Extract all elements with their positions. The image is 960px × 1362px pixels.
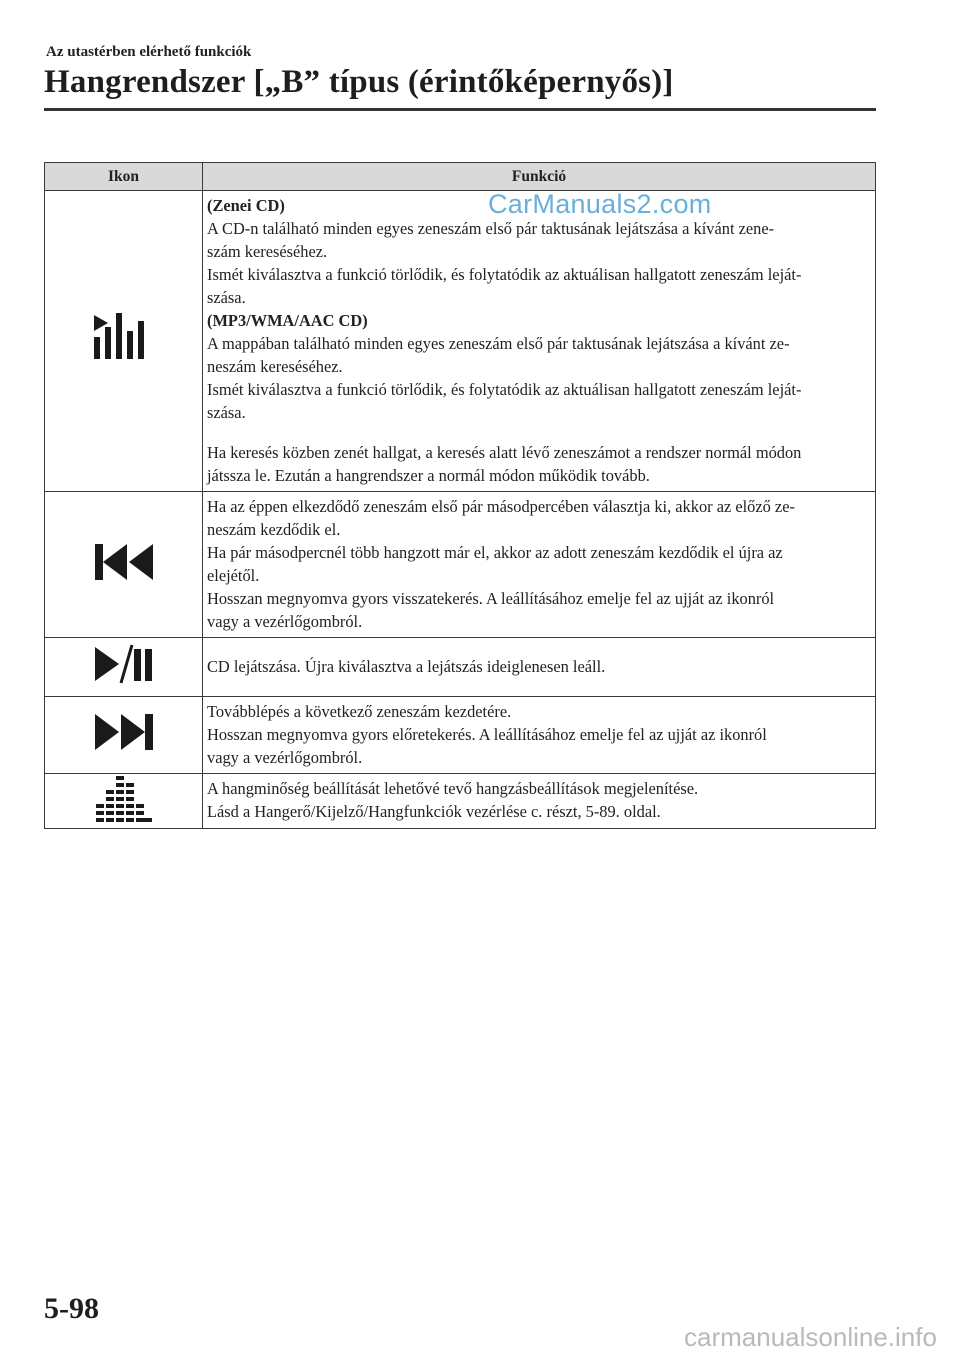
description-line: Ha keresés közben zenét hallgat, a keresés alatt lévő zeneszámot a rendszer normál módon [207, 443, 802, 462]
page-number: 5-98 [44, 1292, 99, 1325]
icon-cell [45, 191, 203, 492]
column-header-icon: Ikon [45, 163, 203, 191]
table-row [45, 492, 876, 638]
footer-site-watermark: carmanualsonline.info [684, 1322, 937, 1352]
sound-settings-icon [96, 774, 152, 822]
icon-cell [45, 492, 203, 638]
function-description [203, 638, 876, 697]
description-line: neszám kereséséhez. [207, 357, 343, 376]
description-line: Ismét kiválasztva a funkció törlődik, és folytatódik az aktuálisan hallgatott zeneszám leját- [207, 380, 802, 399]
description-line: szása. [207, 288, 246, 307]
paragraph-gap [207, 424, 871, 441]
function-description [203, 697, 876, 774]
table-row [45, 191, 876, 492]
page-title: Hangrendszer [„B” típus (érintőképernyős)] [44, 64, 674, 100]
description-line: Ismét kiválasztva a funkció törlődik, és folytatódik az aktuálisan hallgatott zeneszám leját- [207, 265, 802, 284]
description-line: Lásd a Hangerő/Kijelző/Hangfunkciók vezérlése c. részt, 5-89. oldal. [207, 802, 661, 821]
description-line: Ha az éppen elkezdődő zeneszám első pár másodpercében választja ki, akkor az előző ze- [207, 497, 795, 516]
title-divider [44, 108, 876, 111]
description-line: A CD-n található minden egyes zeneszám első pár taktusának lejátszása a kívánt zene- [207, 219, 775, 238]
table-row [45, 697, 876, 774]
function-description [203, 774, 876, 829]
description-line: szása. [207, 403, 246, 422]
next-track-icon [93, 712, 155, 752]
scan-icon [92, 311, 156, 365]
watermark: CarManuals2.com [488, 189, 712, 219]
description-heading: (Zenei CD) [207, 196, 285, 215]
function-description [203, 492, 876, 638]
description-line: CD lejátszása. Újra kiválasztva a lejátszás ideiglenesen leáll. [207, 657, 606, 676]
description-heading: (MP3/WMA/AAC CD) [207, 311, 368, 330]
description-line: Hosszan megnyomva gyors előretekerés. A leállításához emelje fel az ujját az ikonról [207, 725, 767, 744]
icon-cell [45, 774, 203, 829]
description-line: játssza le. Ezután a hangrendszer a normál módon működik tovább. [207, 466, 650, 485]
table-row [45, 638, 876, 697]
table-row [45, 774, 876, 829]
section-label: Az utastérben elérhető funkciók [46, 44, 252, 60]
description-line: vagy a vezérlőgombról. [207, 748, 363, 767]
description-line: A hangminőség beállítását lehetővé tevő hangzásbeállítások megjelenítése. [207, 779, 699, 798]
icon-cell [45, 697, 203, 774]
description-line: Hosszan megnyomva gyors visszatekerés. A leállításához emelje fel az ujját az ikonról [207, 589, 775, 608]
function-table [44, 162, 876, 829]
description-line: A mappában található minden egyes zeneszám első pár taktusának lejátszása a kívánt ze- [207, 334, 790, 353]
icon-cell [45, 638, 203, 697]
description-line: Továbblépés a következő zeneszám kezdetére. [207, 702, 512, 721]
description-line: Ha pár másodpercnél több hangzott már el, akkor az adott zeneszám kezdődik el újra az [207, 543, 783, 562]
description-line: neszám kezdődik el. [207, 520, 341, 539]
description-line: vagy a vezérlőgombról. [207, 612, 363, 631]
play-pause-icon [93, 643, 155, 685]
function-description [203, 191, 876, 492]
previous-track-icon [93, 542, 155, 582]
description-line: elejétől. [207, 566, 260, 585]
column-header-function: Funkció [203, 163, 876, 191]
description-line: szám kereséséhez. [207, 242, 328, 261]
table-header-row [45, 163, 876, 191]
